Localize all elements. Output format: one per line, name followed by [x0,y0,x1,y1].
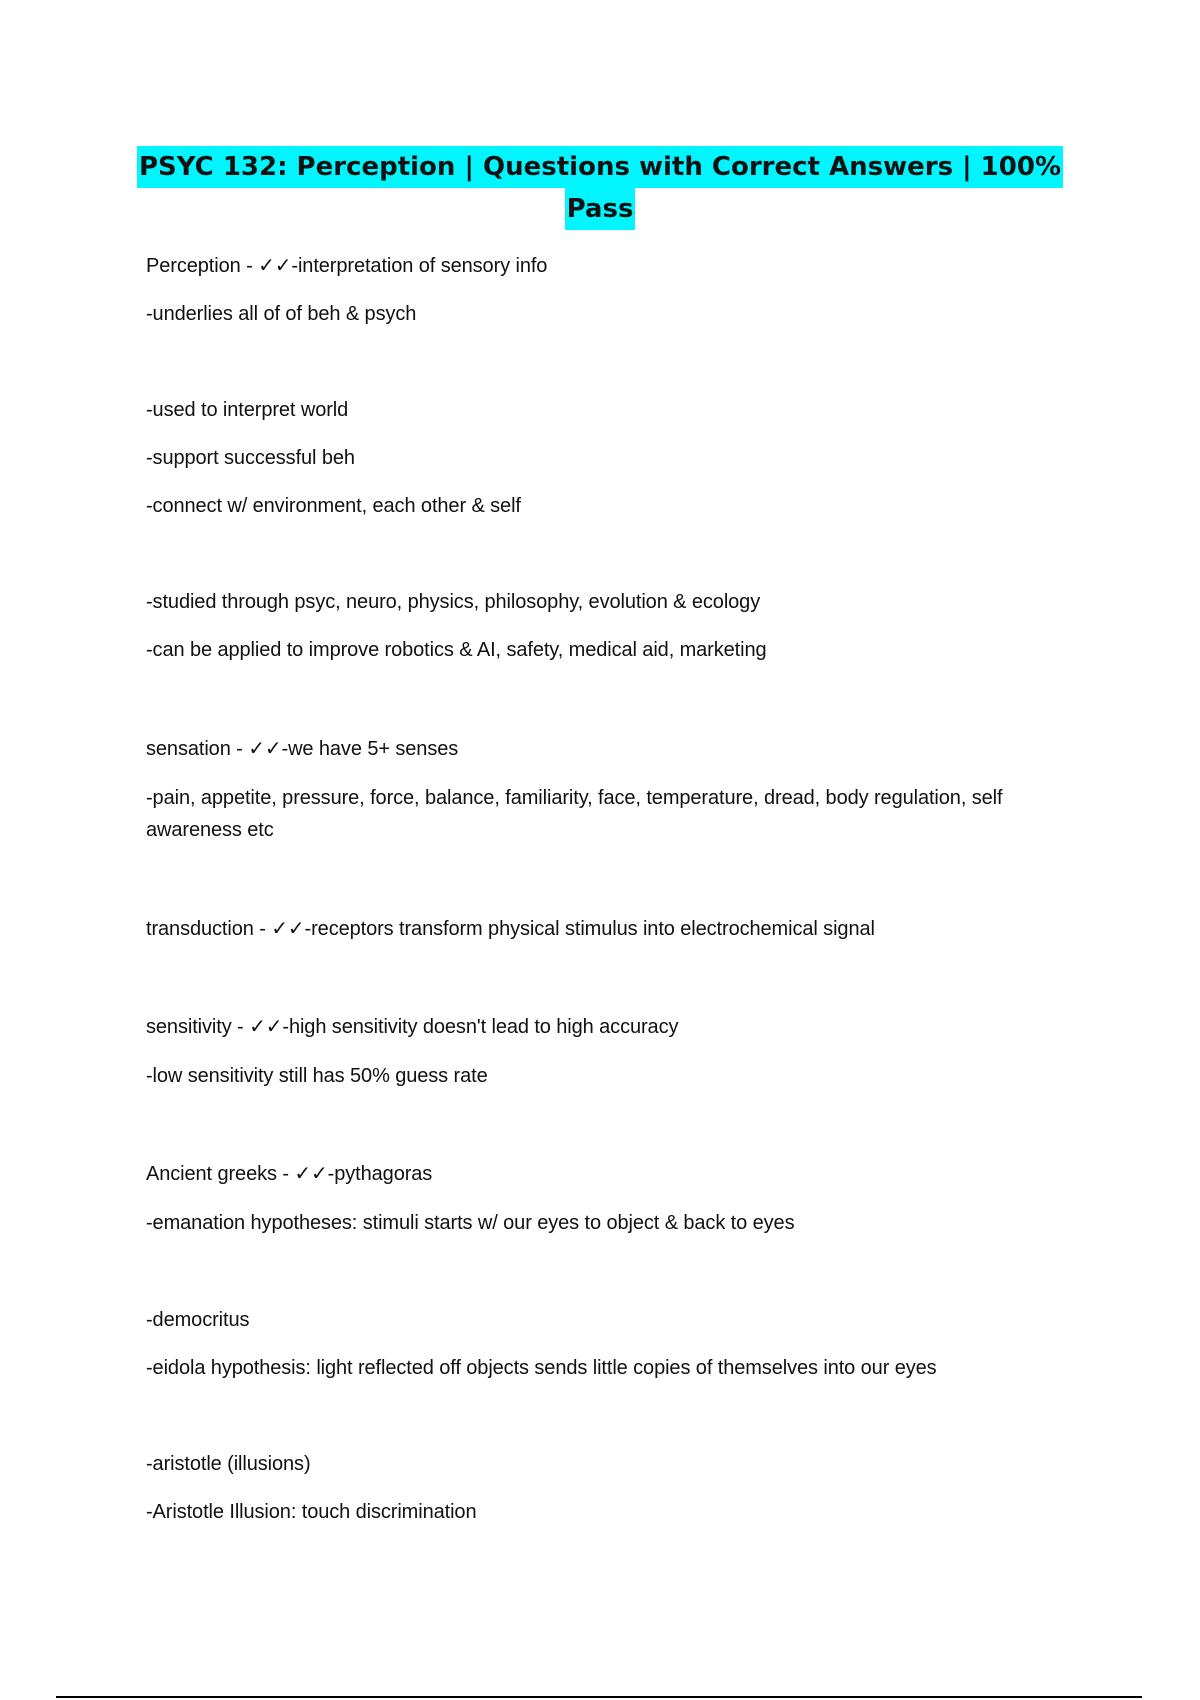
text-line: Ancient greeks - ✓✓-pythagoras [146,1163,433,1185]
text-line: -emanation hypotheses: stimuli starts w/ our eyes to object & back to eyes [146,1212,795,1234]
text-line: -low sensitivity still has 50% guess rate [146,1065,488,1087]
text-line: -used to interpret world [146,399,349,421]
text-line: -pain, appetite, pressure, force, balance, familiarity, face, temperature, dread, body regulation, self awareness etc [146,787,1003,841]
title-line-2: Pass [565,188,636,230]
text-line: -democritus [146,1309,250,1331]
text-line: transduction - ✓✓-receptors transform physical stimulus into electrochemical signal [146,918,875,940]
text-line: sensation - ✓✓-we have 5+ senses [146,738,459,760]
document-title [0,146,1200,230]
text-line: -underlies all of of beh & psych [146,303,417,325]
text-line: -studied through psyc, neuro, physics, philosophy, evolution & ecology [146,591,761,613]
footer-divider [56,1696,1142,1698]
text-line: -aristotle (illusions) [146,1453,311,1475]
text-line: Perception - ✓✓-interpretation of sensory info [146,255,548,277]
text-line: -Aristotle Illusion: touch discrimination [146,1501,477,1523]
text-line: -support successful beh [146,447,355,469]
title-line-1: PSYC 132: Perception | Questions with Correct Answers | 100% [137,146,1063,188]
text-line: sensitivity - ✓✓-high sensitivity doesn't lead to high accuracy [146,1016,679,1038]
text-line: -connect w/ environment, each other & self [146,495,521,517]
text-line: -can be applied to improve robotics & AI, safety, medical aid, marketing [146,639,767,661]
text-line: -eidola hypothesis: light reflected off objects sends little copies of themselves into our eyes [146,1357,937,1379]
